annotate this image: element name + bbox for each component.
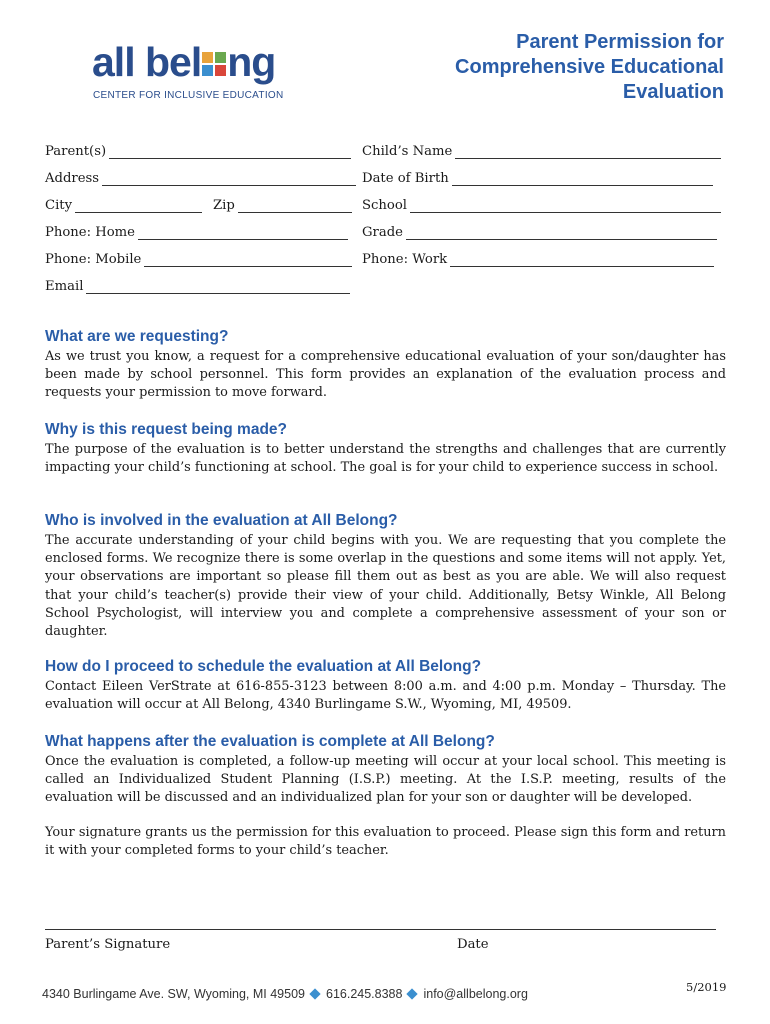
parents-label: Parent(s) bbox=[45, 144, 107, 159]
city-label: City bbox=[45, 198, 73, 213]
section-heading: What are we requesting? bbox=[45, 328, 229, 345]
city-field[interactable] bbox=[75, 200, 202, 213]
address-label: Address bbox=[45, 171, 100, 186]
info-fields bbox=[45, 144, 725, 306]
revision-date: 5/2019 bbox=[686, 980, 727, 994]
email-field[interactable] bbox=[86, 281, 350, 294]
logo-o-squares-icon bbox=[202, 52, 226, 76]
document-title bbox=[455, 30, 724, 105]
logo-tagline: CENTER FOR INCLUSIVE EDUCATION bbox=[93, 90, 284, 101]
signature-line[interactable] bbox=[45, 929, 716, 930]
section-how-schedule bbox=[45, 658, 726, 714]
phone-mobile-label: Phone: Mobile bbox=[45, 252, 142, 267]
logo bbox=[92, 40, 284, 101]
grade-field[interactable] bbox=[406, 227, 717, 240]
date-label: Date bbox=[457, 937, 489, 952]
title-line-2: Comprehensive Educational bbox=[455, 56, 724, 78]
section-body: Once the evaluation is completed, a follow-up meeting will occur at your local school. This meeting is called an Individualized Student Planning (I.S.P.) meeting. At the I.S.P. meeting, results of the evaluation will be discussed and an individualized plan for your son or daughter will be developed. bbox=[45, 754, 726, 806]
section-body: The purpose of the evaluation is to better understand the strengths and challenges that are currently impacting your child’s functioning at school. The goal is for your child to experience success in school. bbox=[45, 442, 726, 476]
section-heading: What happens after the evaluation is complete at All Belong? bbox=[45, 733, 495, 750]
address-field[interactable] bbox=[102, 173, 356, 186]
logo-square-icon bbox=[215, 65, 226, 76]
closing-text: Your signature grants us the permission for this evaluation to proceed. Please sign this form and return it with your completed forms to your child’s teacher. bbox=[45, 825, 726, 859]
logo-square-icon bbox=[215, 52, 226, 63]
school-field[interactable] bbox=[410, 200, 721, 213]
zip-field[interactable] bbox=[238, 200, 352, 213]
dob-field[interactable] bbox=[452, 173, 713, 186]
phone-work-field[interactable] bbox=[450, 254, 714, 267]
footer-phone: 616.245.8388 bbox=[326, 987, 403, 1001]
section-body: As we trust you know, a request for a comprehensive educational evaluation of your son/daughter has been made by school personnel. This form provides an explanation of the evaluation process and requests your permission to move forward. bbox=[45, 349, 726, 401]
logo-square-icon bbox=[202, 52, 213, 63]
email-label: Email bbox=[45, 279, 84, 294]
parent-signature-label: Parent’s Signature bbox=[45, 937, 171, 952]
footer-email: info@allbelong.org bbox=[423, 987, 528, 1001]
closing-statement bbox=[45, 824, 726, 860]
title-line-1: Parent Permission for bbox=[516, 31, 724, 53]
logo-word-left: all bel bbox=[92, 39, 202, 85]
phone-home-field[interactable] bbox=[138, 227, 348, 240]
section-heading: Why is this request being made? bbox=[45, 421, 288, 438]
school-label: School bbox=[362, 198, 408, 213]
childs-name-field[interactable] bbox=[455, 146, 721, 159]
section-body: Contact Eileen VerStrate at 616-855-3123 between 8:00 a.m. and 4:00 p.m. Monday – Thursday. The evaluation will occur at All Belong, 4340 Burlingame S.W., Wyoming, MI, 49509. bbox=[45, 679, 726, 713]
logo-wordmark bbox=[92, 40, 284, 84]
grade-label: Grade bbox=[362, 225, 403, 240]
diamond-separator-icon bbox=[309, 988, 320, 999]
parents-field[interactable] bbox=[109, 146, 351, 159]
section-heading: How do I proceed to schedule the evaluation at All Belong? bbox=[45, 658, 482, 675]
phone-mobile-field[interactable] bbox=[144, 254, 352, 267]
section-after-evaluation bbox=[45, 733, 726, 808]
section-what-requesting bbox=[45, 328, 726, 403]
phone-work-label: Phone: Work bbox=[362, 252, 448, 267]
phone-home-label: Phone: Home bbox=[45, 225, 135, 240]
title-line-3: Evaluation bbox=[622, 81, 724, 103]
childs-name-label: Child’s Name bbox=[362, 144, 453, 159]
logo-square-icon bbox=[202, 65, 213, 76]
zip-label: Zip bbox=[213, 198, 235, 213]
section-why-request bbox=[45, 421, 726, 477]
section-heading: Who is involved in the evaluation at All Belong? bbox=[45, 512, 398, 529]
logo-word-right: ng bbox=[227, 39, 276, 85]
footer bbox=[42, 987, 528, 1001]
footer-address: 4340 Burlingame Ave. SW, Wyoming, MI 49509 bbox=[42, 987, 305, 1001]
dob-label: Date of Birth bbox=[362, 171, 449, 186]
diamond-separator-icon bbox=[407, 988, 418, 999]
section-who-involved bbox=[45, 512, 726, 641]
section-body: The accurate understanding of your child begins with you. We are requesting that you complete the enclosed forms. We recognize there is some overlap in the questions and some items will not apply. Yet, your observations are important so please fill them out as best as you are able. We will also request that your child’s teacher(s) provide their view of your child. Additionally, Betsy Winkle, All Belong School Psychologist, will interview you and complete a comprehensive assessment of your son or daughter. bbox=[45, 533, 726, 640]
